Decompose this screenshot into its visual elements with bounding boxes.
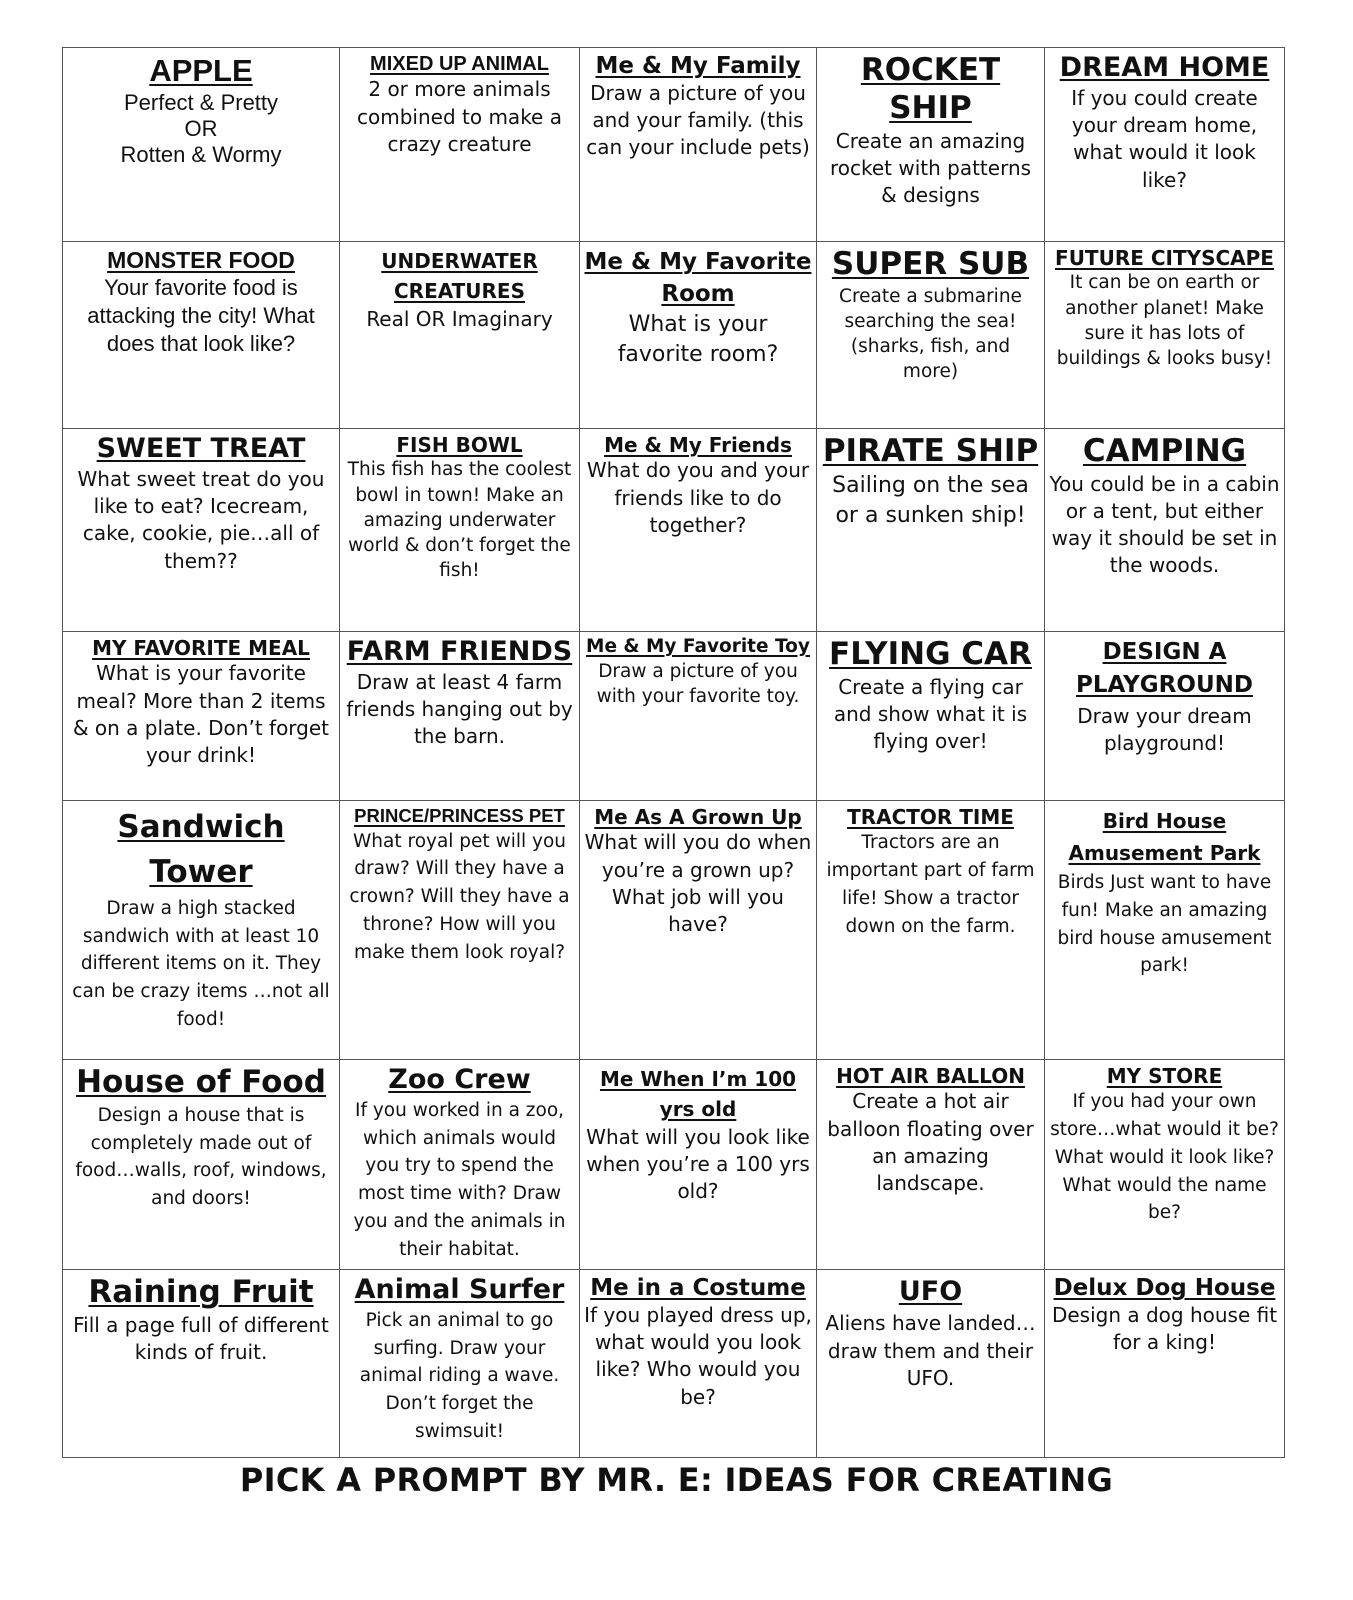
prompt-description: What will you do when you’re a grown up? What job will you have? — [584, 830, 812, 936]
prompt-title: UFO — [898, 1276, 963, 1307]
prompt-description: If you had your own store…what would it be? What would it look like? What would the name be? — [1050, 1091, 1279, 1224]
prompt-title: Me When I’m 100 yrs old — [599, 1067, 797, 1121]
prompt-title: Me in a Costume — [590, 1275, 806, 1301]
prompt-cell — [340, 801, 580, 1060]
prompt-title: FARM FRIENDS — [346, 636, 573, 667]
prompt-title: Delux Dog House — [1053, 1275, 1276, 1301]
prompt-title: DREAM HOME — [1059, 52, 1270, 83]
prompt-description: Draw at least 4 farm friends hanging out by the barn. — [346, 669, 573, 749]
prompt-description: Aliens have landed…draw them and their UFO. — [825, 1311, 1036, 1390]
prompt-description: Birds Just want to have fun! Make an amazing bird house amusement park! — [1057, 872, 1272, 977]
prompt-cell — [817, 632, 1045, 801]
prompt-title: PRINCE/PRINCESS PET — [354, 805, 565, 826]
prompt-cell — [1045, 242, 1285, 429]
prompt-cell — [580, 48, 817, 242]
prompt-cell — [817, 429, 1045, 632]
prompt-description: Draw a high stacked sandwich with at least 10 different items on it. They can be crazy items …not all food! — [72, 897, 330, 1030]
prompt-description: Sailing on the sea or a sunken ship! — [832, 472, 1029, 528]
prompt-description: What royal pet will you draw? Will they have a crown? Will they have a throne? How will you make them look royal? — [349, 830, 570, 963]
prompt-title: Me & My Friends — [604, 433, 792, 457]
prompt-description: If you played dress up, what would you look like? Who would you be? — [584, 1303, 812, 1409]
prompt-cell — [1045, 801, 1285, 1060]
grid-row — [63, 242, 1285, 429]
prompt-description: Pick an animal to go surfing. Draw your animal riding a wave. Don’t forget the swimsuit! — [359, 1309, 560, 1442]
prompt-description: Draw your dream playground! — [1077, 703, 1252, 755]
prompt-title: SWEET TREAT — [96, 433, 306, 464]
prompt-cell — [63, 632, 340, 801]
prompt-cell — [340, 1060, 580, 1270]
grid-row — [63, 429, 1285, 632]
prompt-title: Me & My Favorite Toy — [586, 636, 810, 657]
prompt-cell — [340, 632, 580, 801]
prompt-cell — [580, 429, 817, 632]
prompt-description: You could be in a cabin or a tent, but either way it should be set in the woods. — [1049, 471, 1280, 578]
prompt-cell — [1045, 1270, 1285, 1458]
prompt-title: ROCKET SHIP — [860, 52, 1001, 126]
prompt-description: Draw a picture of you and your family. (this can your include pets) — [586, 81, 810, 160]
prompt-cell — [580, 632, 817, 801]
prompt-title: PIRATE SHIP — [822, 433, 1039, 469]
prompt-cell — [817, 1270, 1045, 1458]
prompt-description: Create a flying car and show what it is flying over! — [833, 674, 1028, 754]
prompt-grid — [62, 47, 1285, 1458]
grid-row — [63, 1060, 1285, 1270]
prompt-description: What is your favorite meal? More than 2 items & on a plate. Don’t forget your drink! — [72, 661, 330, 767]
prompt-title: Zoo Crew — [388, 1064, 531, 1095]
grid-row — [63, 632, 1285, 801]
prompt-description: 2 or more animals combined to make a crazy creature — [357, 77, 562, 156]
prompt-description: What do you and your friends like to do together? — [586, 458, 810, 537]
prompt-title: UNDERWATER CREATURES — [381, 249, 538, 303]
prompt-title: APPLE — [149, 53, 253, 88]
prompt-title: TRACTOR TIME — [847, 805, 1014, 829]
prompt-description: This fish has the coolest bowl in town! Make an amazing underwater world & don’t forget the fish! — [347, 459, 572, 582]
prompt-cell — [817, 48, 1045, 242]
prompt-title: MY FAVORITE MEAL — [92, 636, 310, 660]
prompt-title: SUPER SUB — [831, 246, 1030, 282]
prompt-cell — [340, 48, 580, 242]
prompt-title: MY STORE — [1106, 1064, 1223, 1088]
prompt-description: It can be on earth or another planet! Make sure it has lots of buildings & looks busy! — [1056, 272, 1273, 369]
prompt-title: FUTURE CITYSCAPE — [1055, 246, 1274, 270]
prompt-cell — [63, 801, 340, 1060]
prompt-title: Me & My Favorite Room — [584, 249, 812, 308]
prompt-description: Create a hot air balloon floating over an amazing landscape. — [827, 1089, 1034, 1195]
prompt-cell — [340, 1270, 580, 1458]
prompt-title: Me As A Grown Up — [594, 805, 802, 829]
prompt-cell — [63, 242, 340, 429]
prompt-cell — [340, 242, 580, 429]
prompt-cell — [580, 242, 817, 429]
prompt-description: Your favorite food is attacking the city! What does that look like? — [87, 275, 315, 356]
prompt-title: Raining Fruit — [88, 1274, 314, 1310]
prompt-description: What sweet treat do you like to eat? Icecream, cake, cookie, pie…all of them?? — [77, 466, 325, 573]
prompt-description: Design a dog house fit for a king! — [1051, 1303, 1278, 1355]
prompt-description: Fill a page full of different kinds of fruit. — [73, 1312, 329, 1364]
page-footer-title: PICK A PROMPT BY MR. E: IDEAS FOR CREATING — [239, 1461, 1114, 1499]
prompt-cell — [817, 242, 1045, 429]
prompt-title: House of Food — [76, 1064, 326, 1100]
prompt-cell — [63, 1270, 340, 1458]
prompt-cell — [1045, 429, 1285, 632]
prompt-cell — [580, 801, 817, 1060]
prompt-cell — [817, 1060, 1045, 1270]
prompt-title: Bird House Amusement Park — [1068, 809, 1261, 865]
prompt-cell — [63, 1060, 340, 1270]
prompt-cell — [580, 1060, 817, 1270]
prompt-title: Sandwich Tower — [117, 809, 285, 890]
prompt-description: What will you look like when you’re a 100 yrs old? — [586, 1125, 810, 1204]
grid-row — [63, 801, 1285, 1060]
prompt-title: FLYING CAR — [829, 636, 1032, 672]
prompt-description: Tractors are an important part of farm life! Show a tractor down on the farm. — [826, 832, 1035, 937]
prompt-description: Create a submarine searching the sea! (sharks, fish, and more) — [839, 285, 1022, 383]
prompt-description: Real OR Imaginary — [366, 307, 553, 331]
prompt-title: CAMPING — [1082, 433, 1247, 469]
prompt-title: MONSTER FOOD — [107, 247, 295, 273]
prompt-description: Create an amazing rocket with patterns & designs — [829, 128, 1032, 207]
prompt-cell — [340, 429, 580, 632]
prompt-description: Draw a picture of you with your favorite toy. — [596, 660, 800, 707]
prompt-cell — [1045, 1060, 1285, 1270]
prompt-title: Animal Surfer — [354, 1274, 565, 1305]
prompt-description: If you could create your dream home, what would it look like? — [1071, 85, 1258, 192]
prompt-title: HOT AIR BALLON — [836, 1064, 1025, 1088]
prompt-title: MIXED UP ANIMAL — [370, 53, 549, 75]
prompt-cell — [817, 801, 1045, 1060]
grid-row — [63, 1270, 1285, 1458]
grid-row — [63, 48, 1285, 242]
prompt-title: FISH BOWL — [396, 433, 523, 457]
prompt-cell — [1045, 48, 1285, 242]
prompt-cell — [1045, 632, 1285, 801]
prompt-cell — [63, 429, 340, 632]
prompt-description: Design a house that is completely made out of food…walls, roof, windows, and doors! — [75, 1104, 327, 1210]
prompt-description: If you worked in a zoo, which animals would you try to spend the most time with? Draw you and the animals in their habitat. — [353, 1099, 566, 1260]
prompt-title: Me & My Family — [595, 53, 801, 79]
prompt-title: DESIGN A PLAYGROUND — [1076, 639, 1253, 699]
prompt-cell — [63, 48, 340, 242]
prompt-cell — [580, 1270, 817, 1458]
prompt-description: What is your favorite room? — [617, 312, 779, 368]
prompt-description: Perfect & Pretty OR Rotten & Wormy — [120, 89, 282, 167]
